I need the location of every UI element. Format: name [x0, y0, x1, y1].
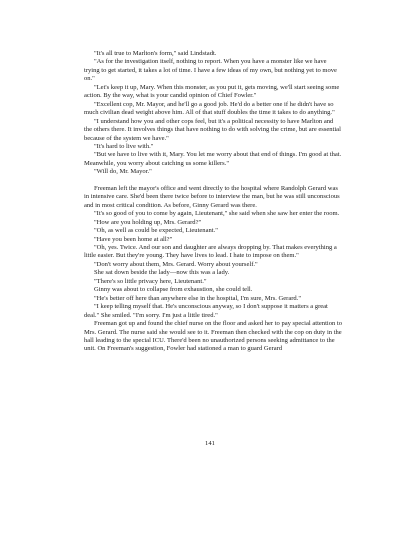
paragraph: "How are you holding up, Mrs. Gerard?"	[94, 218, 202, 226]
paragraph: She sat down beside the lady—now this was a lady.	[94, 269, 230, 277]
paragraph: "Have you been home at all?"	[94, 235, 173, 243]
paragraph: "Oh, yes. Twice. And our son and daughter are always dropping by. That makes everything a little easier. But they're young. They have lives to lead. I hate to impose on them."	[84, 243, 337, 260]
paragraph: "He's better off here than anywhere else in the hospital, I'm sure, Mrs. Gerard."	[94, 294, 302, 302]
paragraph: "But we have to live with it, Mary. You let me worry about that end of things. I'm good at that. Meanwhile, you worry about catching us some killers."	[84, 151, 342, 167]
paragraph: "It's so good of you to come by again, Lieutenant," she said when she saw her enter the room.	[94, 210, 340, 218]
paragraph: Freeman got up and found the chief nurse on the floor and asked her to pay special attention to Mrs. Gerard. The nurse said she would see to it. Freeman then checked with the cop on duty in the hall leading to the special ICU. There'd been no unauthorized persons seeking admittance to the unit. On Freeman's suggestion, Fowler had stationed a man to guard Gerard	[84, 320, 342, 353]
paragraph: "As for the investigation itself, nothing to report. When you have a monster like we have trying to get started, it takes a lot of time. I have a few ideas of my own, but nothing yet to move on."	[84, 58, 337, 83]
page-number: 141	[205, 440, 215, 447]
paragraph: Freeman left the mayor's office and went directly to the hospital where Randolph Gerard was in intensive care. She'd been there twice before to interview the man, but he was still unconscious and in most critical condition. As before, Ginny Gerard was there.	[84, 184, 340, 209]
paragraph: "Oh, as well as could be expected, Lieutenant."	[94, 227, 218, 235]
paragraph: "I keep telling myself that. He's unconscious anyway, so I don't suppose it matters a great deal." She smiled. "I'm sorry. I'm just a little tired."	[84, 303, 328, 319]
paragraph: "It's hard to live with."	[94, 142, 154, 150]
body-text	[84, 50, 342, 354]
paragraph: "Will do, Mr. Mayor."	[94, 168, 152, 176]
paragraph: "Let's keep it up, Mary. When this monster, as you put it, gets moving, we'll start seeing some action. By the way, what is your candid opinion of Chief Fowler."	[84, 83, 340, 100]
paragraph: "It's all true to Marlton's form," said Lindstadt.	[94, 50, 217, 57]
paragraph: "Excellent cop, Mr. Mayor, and he'll go a good job. He'd do a better one if he didn't have so much civilian dead weight above him. All of that stuff doubles the time it takes to do anything."	[84, 100, 335, 117]
paragraph: "I understand how you and other cops feel, but it's a political necessity to have Marlton and the others there. It involves things that have nothing to do with solving the crime, but are essential because of the system we have."	[84, 117, 341, 142]
paragraph: "Don't worry about them, Mrs. Gerard. Worry about yourself."	[94, 260, 258, 268]
paragraph: Ginny was about to collapse from exhaustion, she could tell.	[94, 286, 253, 294]
paragraph: "There's so little privacy here, Lieutenant."	[94, 277, 207, 285]
